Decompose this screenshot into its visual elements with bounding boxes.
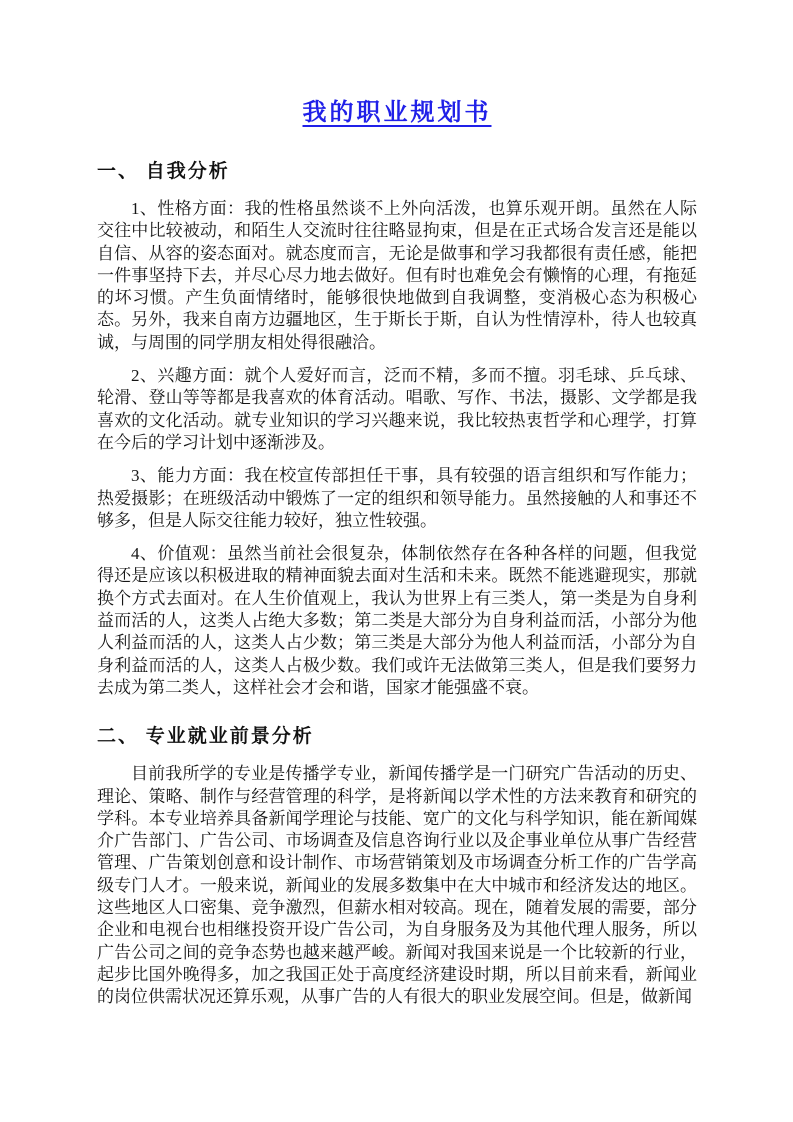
section-heading-self-analysis: 一、 自我分析 [97, 161, 230, 182]
section-heading-career-prospects: 二、 专业就业前景分析 [97, 726, 314, 748]
paragraph-personality: 1、性格方面：我的性格虽然谈不上外向活泼，也算乐观开朗。虽然在人际交往中比较被动，和陌生人交流时往往略显拘束，但是在正式场合发言还是能以自信、从容的姿态面对。就态度而言，无论是做事和学习我都很有责任感，能把一件事坚持下去，并尽心尽力地去做好。但有时也难免会有懒惰的心理，有拖延的坏习惯。产生负面情绪时，能够很快地做到自我调整，变消极心态为积极心态。另外，我来自南方边疆地区，生于斯长于斯，自认为性情淳朴，待人也较真诚，与周围的同学朋友相处得很融洽。 [97, 199, 697, 352]
paragraph-major-prospects: 目前我所学的专业是传播学专业，新闻传播学是一门研究广告活动的历史、理论、策略、制作与经营管理的科学，是将新闻以学术性的方法来教育和研究的学科。本专业培养具备新闻学理论与技能、宽广的文化与科学知识，能在新闻媒介广告部门、广告公司、市场调查及信息咨询行业以及企事业单位从事广告经营管理、广告策划创意和设计制作、市场营销策划及市场调查分析工作的广告学高级专门人才。一般来说，新闻业的发展多数集中在大中城市和经济发达的地区。这些地区人口密集、竞争激烈，但薪水相对较高。现在，随着发展的需要，部分企业和电视台也相继投资开设广告公司，为自身服务及为其他代理人服务，所以广告公司之间的竞争态势也越来越严峻。新闻对我国来说是一个比较新的行业，起步比国外晚得多，加之我国正处于高度经济建设时期，所以目前来看，新闻业的岗位供需状况还算乐观，从事广告的人有很大的职业发展空间。但是，做新闻 [97, 764, 697, 1007]
section-career-prospects [97, 725, 697, 1008]
paragraph-values: 4、价值观：虽然当前社会很复杂，体制依然存在各种各样的问题，但我觉得还是应该以积极进取的精神面貌去面对生活和未来。既然不能逃避现实，那就换个方式去面对。在人生价值观上，我认为世界上有三类人，第一类是为自身利益而活的人，这类人占绝大多数；第二类是大部分为自身利益而活，小部分为他人利益而活的人，这类人占少数；第三类是大部分为他人利益而活，小部分为自身利益而活的人，这类人占极少数。我们或许无法做第三类人，但是我们要努力去成为第二类人，这样社会才会和谐，国家才能强盛不衰。 [97, 544, 697, 697]
document-title: 我的职业规划书 [302, 100, 492, 126]
paragraph-interests: 2、兴趣方面：就个人爱好而言，泛而不精，多而不擅。羽毛球、乒乓球、轮滑、登山等等都是我喜欢的体育活动。唱歌、写作、书法，摄影、文学都是我喜欢的文化活动。就专业知识的学习兴趣来说，我比较热衷哲学和心理学，打算在今后的学习计划中逐渐涉及。 [97, 366, 697, 452]
section-self-analysis [97, 160, 697, 699]
paragraph-abilities: 3、能力方面：我在校宣传部担任干事，具有较强的语言组织和写作能力；热爱摄影；在班级活动中锻炼了一定的组织和领导能力。虽然接触的人和事还不够多，但是人际交往能力较好，独立性较强。 [97, 466, 697, 530]
